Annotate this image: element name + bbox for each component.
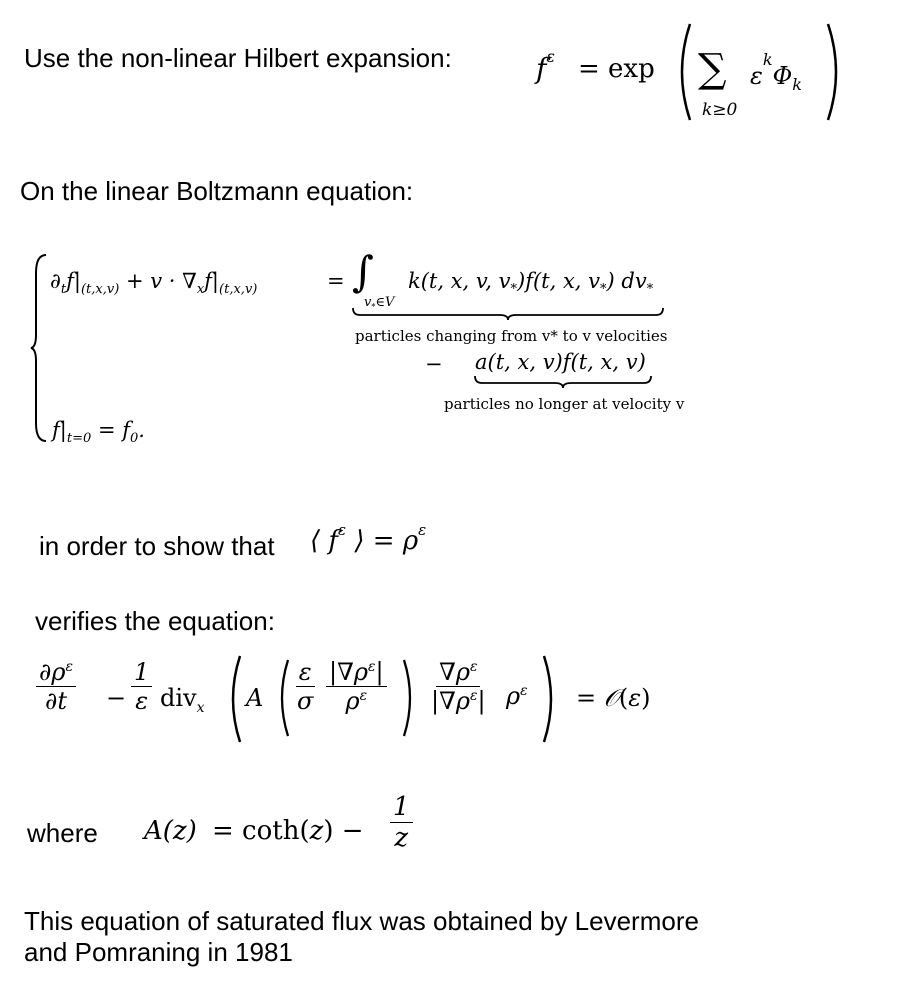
intro-text-verifies: verifies the equation: — [35, 606, 275, 636]
inner-left-paren — [274, 658, 292, 738]
intro-text-where: where — [27, 818, 98, 848]
underbrace-2 — [474, 375, 652, 389]
left-big-paren — [672, 22, 694, 122]
underbrace-label-1: particles changing from v* to v velocities — [355, 327, 668, 345]
left-brace — [30, 253, 50, 443]
inner-right-paren — [400, 658, 418, 738]
right-big-paren — [824, 22, 846, 122]
langevin-function-definition: A(z) = coth(z) − $\frac{1}{z}$ — [144, 790, 444, 870]
underbrace-1 — [352, 307, 664, 321]
underbrace-label-2: particles no longer at velocity v — [444, 395, 685, 413]
intro-text-boltzmann: On the linear Boltzmann equation: — [20, 176, 414, 206]
density-definition: ⟨ $f^\varepsilon$ ⟩ = $\rho^\varepsilon$ — [310, 521, 427, 556]
saturated-flux-equation: $\frac{\partial\rho^\varepsilon}{\partial t}$ − $\frac{1}{\varepsilon}$ div$_x$ A $\frac{\varepsilon}{\sigma}$ $\frac{|\nabla\rho^\varepsilon|}{\rho^\varepsilon}$ $\frac{\nabla\rho^\varepsilon}{|\nabla\rho^\varepsilon|}$ $\rho^\varepsilon$ = 𝒪(ε) — [36, 648, 696, 768]
intro-text-hilbert: Use the non-linear Hilbert expansion: — [24, 43, 452, 73]
outer-right-paren — [540, 654, 560, 744]
conclusion-line-2: and Pomraning in 1981 — [24, 937, 293, 967]
intro-text-show: in order to show that — [39, 531, 275, 561]
outer-left-paren — [224, 654, 244, 744]
boltzmann-system: $\partial_tf|_{(t,x,v)} + v \cdot \nabla_xf|_{(t,x,v)}$ = ∫ $v_*\in V$ k(t, x, v, $v_*)f(t$, x, $v_*$) $dv_*$ particles changing from v* to v velocities − a(t, x, v)f(t, x, v) particles no longer at velocity v $f|_{t=0} = f_0$. — [30, 245, 710, 455]
hilbert-expansion-formula: $f^\varepsilon$ = exp ∑ k≥0 $\varepsilon^k\Phi_k$ — [536, 20, 846, 130]
conclusion-line-1: This equation of saturated flux was obtained by Levermore — [24, 906, 699, 936]
